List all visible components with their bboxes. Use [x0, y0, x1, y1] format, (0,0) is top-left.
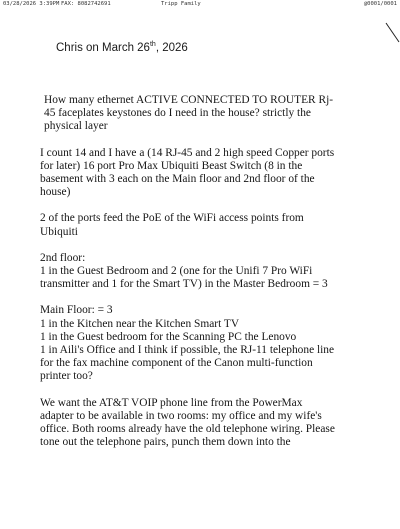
paragraph-voip: We want the AT&T VOIP phone line from the PowerMax adapter to be available in two rooms: my office and my wife's office. Both rooms already have the old telephone wiring. Please tone out the telephone pairs, punch them down into the	[40, 396, 335, 449]
paragraph-question: How many ethernet ACTIVE CONNECTED TO ROUTER Rj- 45 faceplates keystones do I need in the house? strictly the physical layer	[44, 94, 334, 133]
paragraph-port-count: I count 14 and I have a (14 RJ-45 and 2 high speed Copper ports for later) 16 port Pro Max Ubiquiti Beast Switch (8 in the basement with 3 each on the Main floor and 2nd floor of the house)	[40, 146, 335, 199]
corner-scan-mark	[384, 22, 400, 44]
fax-header-date-time: 03/28/2026 3:39PM	[3, 1, 60, 7]
heading-superscript: th	[149, 41, 156, 48]
paragraph-main-floor: Main Floor: = 3 1 in the Kitchen near the Kitchen Smart TV 1 in the Guest bedroom for the Scanning PC the Lenovo 1 in Aili's Office and I think if possible, the RJ-11 telephone line for the fax machine component of the Canon multi-function printer too?	[40, 304, 335, 383]
fax-header-fax-number: FAX: 8082742691	[61, 1, 111, 7]
fax-header-sender: Tripp Family	[161, 1, 201, 7]
fax-header-page: @0001/0001	[363, 1, 397, 7]
paragraph-second-floor: 2nd floor: 1 in the Guest Bedroom and 2 (one for the Unifi 7 Pro WiFi transmitter and 1 for the Smart TV) in the Master Bedroom = 3	[40, 251, 328, 291]
fax-header	[3, 1, 397, 8]
paragraph-poe: 2 of the ports feed the PoE of the WiFi access points from Ubiquiti	[40, 212, 304, 238]
document-body	[40, 94, 360, 449]
heading-prefix: Chris on March 26	[56, 41, 150, 54]
handwritten-heading	[56, 41, 188, 54]
heading-suffix: , 2026	[155, 41, 188, 54]
